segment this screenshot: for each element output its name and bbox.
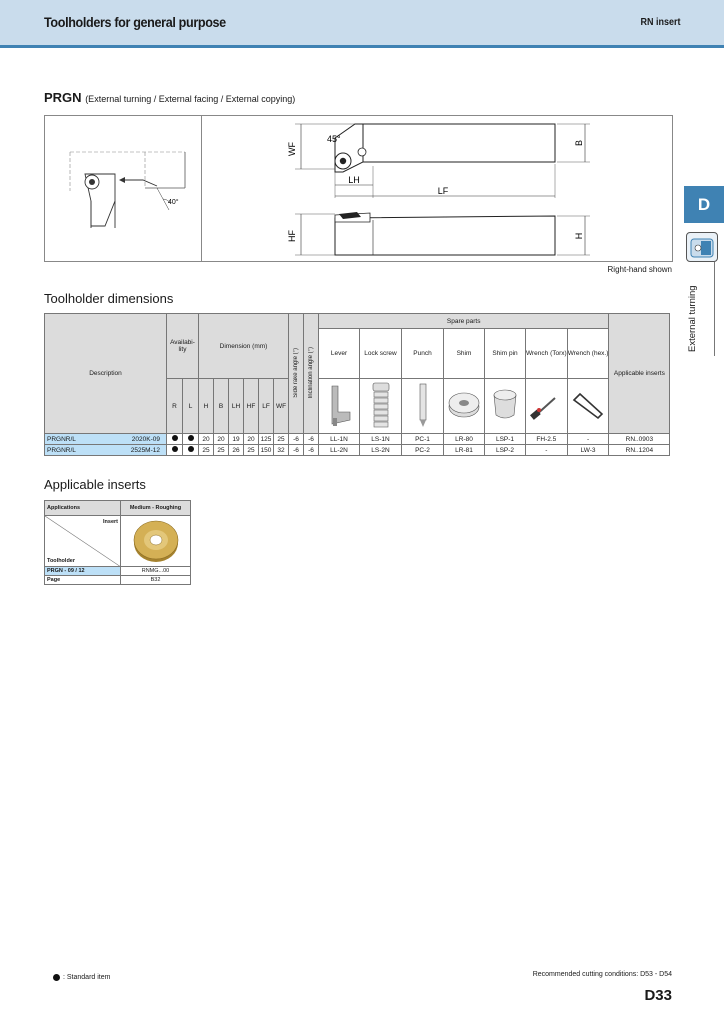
product-title: [44, 90, 295, 105]
punch-image: [402, 379, 444, 434]
side-view-illustration: [287, 212, 590, 255]
header-title: Toolholders for general purpose: [44, 14, 226, 30]
lever-image: [319, 379, 360, 434]
standard-item-dot: [53, 974, 60, 981]
row-0-wrench-torx: FH-2.5: [526, 434, 568, 445]
spare-col-shim: Shim: [444, 329, 485, 379]
application-value: Medium - Roughing: [121, 501, 191, 516]
row-1-punch: PC-2: [402, 445, 444, 456]
row-0-lever: LL-1N: [319, 434, 360, 445]
page-number: D33: [644, 987, 672, 1004]
legend-text: : Standard item: [63, 974, 111, 981]
row-0-shim: LR-80: [444, 434, 485, 445]
row-1-wf: 32: [274, 445, 289, 456]
svg-text:WF: WF: [287, 142, 297, 156]
row-0-avail-l: [183, 434, 199, 445]
dimension-header: Dimension (mm): [199, 314, 289, 379]
spare-col-lever: Lever: [319, 329, 360, 379]
insert-label: Insert: [103, 519, 118, 525]
toolholder-label: Toolholder: [47, 558, 76, 564]
dim-lh-header: LH: [229, 379, 244, 434]
dimensions-section-title: Toolholder dimensions: [44, 291, 174, 306]
page-header: [0, 0, 724, 48]
side-divider: [714, 262, 715, 356]
diagram-svg: [45, 116, 672, 261]
recommended-conditions: Recommended cutting conditions: D53 - D54: [532, 971, 672, 978]
row-0-h: 20: [199, 434, 214, 445]
svg-text:LF: LF: [437, 186, 449, 196]
row-1-side-rake: -6: [289, 445, 304, 456]
shim-image: [444, 379, 485, 434]
row-0-punch: PC-1: [402, 434, 444, 445]
insert-page-label: Page: [45, 576, 121, 585]
lock-screw-image: [360, 379, 402, 434]
spare-col-punch: Punch: [402, 329, 444, 379]
row-1-avail-r: [167, 445, 183, 456]
row-0-inclination: -6: [304, 434, 319, 445]
side-rake-header: Side rake angle (°): [289, 314, 304, 434]
svg-text:40°: 40°: [168, 199, 179, 206]
rn-insert-image: [131, 516, 181, 564]
row-0-description: PRGNR/L 2020K-09: [45, 434, 167, 445]
avail-l-header: L: [183, 379, 199, 434]
toolholder-diagram: [44, 115, 673, 262]
avail-r-header: R: [167, 379, 183, 434]
top-view-illustration: [287, 124, 590, 198]
row-1-shim-pin: LSP-2: [485, 445, 526, 456]
row-1-description: PRGNR/L 2525M-12: [45, 445, 167, 456]
row-1-b: 25: [214, 445, 229, 456]
turning-icon: [686, 232, 718, 262]
dim-hf-header: HF: [244, 379, 259, 434]
dim-b-header: B: [214, 379, 229, 434]
insert-toolholder-diagonal: [45, 516, 121, 567]
row-1-h: 25: [199, 445, 214, 456]
shim-pin-image: [485, 379, 526, 434]
right-hand-note: Right-hand shown: [607, 265, 672, 274]
inserts-table: [44, 500, 191, 585]
inserts-section-title: Applicable inserts: [44, 477, 146, 492]
wrench-hex-image: [567, 379, 609, 434]
row-0-wrench-hex: -: [567, 434, 609, 445]
chapter-label: External turning: [687, 285, 698, 352]
row-0-shim-pin: LSP-1: [485, 434, 526, 445]
wrench-torx-image: [526, 379, 568, 434]
row-0-hf: 20: [244, 434, 259, 445]
spare-col-lock-screw: Lock screw: [360, 329, 402, 379]
row-0-insert: RN..0903: [609, 434, 670, 445]
insert-row-insert: RNMG...00: [121, 567, 191, 576]
row-1-wrench-torx: -: [526, 445, 568, 456]
row-0-b: 20: [214, 434, 229, 445]
row-1-insert: RN..1204: [609, 445, 670, 456]
row-1-lock-screw: LS-2N: [360, 445, 402, 456]
spare-col-wrench-hex: Wrench (hex.): [567, 329, 609, 379]
description-header: Description: [45, 314, 167, 434]
row-0-lock-screw: LS-1N: [360, 434, 402, 445]
insert-image-cell: [121, 516, 191, 567]
applicable-inserts-header: Applicable inserts: [609, 314, 670, 434]
insert-page-value: B32: [121, 576, 191, 585]
row-1-avail-l: [183, 445, 199, 456]
row-0-side-rake: -6: [289, 434, 304, 445]
header-insert-type: RN insert: [639, 17, 680, 28]
chapter-tab[interactable]: D: [684, 186, 724, 223]
product-subtitle: (External turning / External facing / External copying): [85, 94, 296, 104]
dim-lf-header: LF: [259, 379, 274, 434]
dim-h-header: H: [199, 379, 214, 434]
dimensions-table: [44, 313, 670, 456]
row-1-wrench-hex: LW-3: [567, 445, 609, 456]
row-0-wf: 25: [274, 434, 289, 445]
spare-col-shim-pin: Shim pin: [485, 329, 526, 379]
svg-text:45°: 45°: [327, 134, 341, 144]
insert-row-holder: PRGN - 09 / 12: [45, 567, 121, 576]
svg-text:HF: HF: [287, 230, 297, 242]
spare-col-wrench-torx: Wrench (Torx): [526, 329, 568, 379]
legend: [53, 974, 110, 981]
svg-text:H: H: [574, 232, 584, 240]
row-0-lh: 19: [229, 434, 244, 445]
row-1-lf: 150: [259, 445, 274, 456]
row-1-shim: LR-81: [444, 445, 485, 456]
dim-wf-header: WF: [274, 379, 289, 434]
row-1-hf: 25: [244, 445, 259, 456]
svg-text:B: B: [574, 139, 584, 147]
product-code: PRGN: [44, 90, 82, 105]
row-0-lf: 125: [259, 434, 274, 445]
svg-text:LH: LH: [348, 175, 360, 185]
row-1-lh: 26: [229, 445, 244, 456]
row-1-inclination: -6: [304, 445, 319, 456]
availability-header: Availabi-lity: [167, 314, 199, 379]
row-1-lever: LL-2N: [319, 445, 360, 456]
inclination-header: Inclination angle (°): [304, 314, 319, 434]
row-0-avail-r: [167, 434, 183, 445]
left-view-illustration: [70, 152, 185, 228]
applications-header: Applications: [45, 501, 121, 516]
spare-parts-header: Spare parts: [319, 314, 609, 329]
